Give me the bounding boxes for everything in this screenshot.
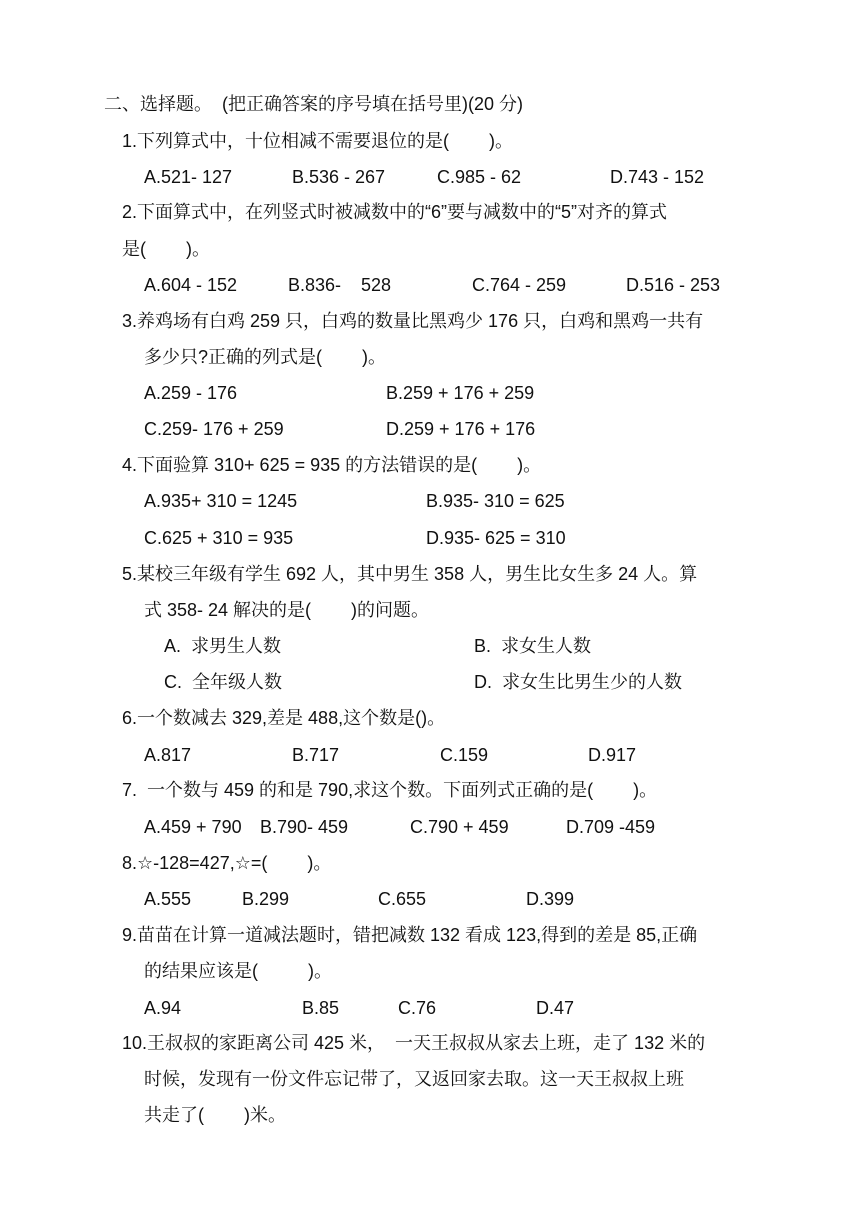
- option-d: D.47: [536, 998, 575, 1018]
- option-b: B.85: [302, 998, 340, 1018]
- question-text-continued: 的结果应该是( )。: [144, 961, 332, 981]
- section-title: 二、选择题。 (把正确答案的序号填在括号里)(20 分): [104, 94, 523, 114]
- option-b: B.536 - 267: [292, 167, 386, 187]
- option-b: B.717: [292, 745, 340, 765]
- option-d: D.516 - 253: [626, 275, 721, 295]
- option-d: D.709 -459: [566, 817, 656, 837]
- question-text: 2.下面算式中，在列竖式时被减数中的“6”要与减数中的“5”对齐的算式: [122, 202, 668, 222]
- option-a: A.604 - 152: [144, 275, 238, 295]
- option-d: D.917: [588, 745, 637, 765]
- question-text: 5.某校三年级有学生 692 人，其中男生 358 人，男生比女生多 24 人。算: [122, 564, 698, 584]
- question-text-continued: 多少只?正确的列式是( )。: [144, 347, 387, 367]
- question-text: 6.一个数减去 329,差是 488,这个数是()。: [122, 708, 446, 728]
- option-b: B.790- 459: [260, 817, 349, 837]
- option-c: C. 全年级人数: [164, 672, 283, 692]
- option-b: B.299: [242, 889, 290, 909]
- option-a: A.94: [144, 998, 182, 1018]
- option-c: C.76: [398, 998, 437, 1018]
- option-c: C.790 + 459: [410, 817, 509, 837]
- question-text-continued: 式 358- 24 解决的是( )的问题。: [144, 600, 430, 620]
- option-c: C.764 - 259: [472, 275, 567, 295]
- option-b: B.836- 528: [288, 275, 392, 295]
- option-a: A.935+ 310 = 1245: [144, 491, 298, 511]
- option-d: D.259 + 176 + 176: [386, 419, 536, 439]
- option-d: D.399: [526, 889, 575, 909]
- option-c: C.159: [440, 745, 489, 765]
- option-b: B.935- 310 = 625: [426, 491, 565, 511]
- question-text: 7. 一个数与 459 的和是 790,求这个数。下面列式正确的是( )。: [122, 780, 658, 800]
- question-text-continued: 时候，发现有一份文件忘记带了，又返回家去取。这一天王叔叔上班: [144, 1069, 684, 1089]
- option-c: C.985 - 62: [437, 167, 522, 187]
- option-c: C.259- 176 + 259: [144, 419, 284, 439]
- option-d: D. 求女生比男生少的人数: [474, 672, 683, 692]
- option-a: A.459 + 790: [144, 817, 242, 837]
- option-a: A.817: [144, 745, 192, 765]
- question-text: 8.☆-128=427,☆=( )。: [122, 853, 332, 873]
- question-text: 3.养鸡场有白鸡 259 只，白鸡的数量比黑鸡少 176 只，白鸡和黑鸡一共有: [122, 311, 704, 331]
- question-text: 9.苗苗在计算一道减法题时，错把减数 132 看成 123,得到的差是 85,正确: [122, 925, 698, 945]
- option-a: A.555: [144, 889, 192, 909]
- option-b: B.259 + 176 + 259: [386, 383, 535, 403]
- option-a: A.259 - 176: [144, 383, 238, 403]
- option-c: C.625 + 310 = 935: [144, 528, 294, 548]
- option-c: C.655: [378, 889, 427, 909]
- option-a: A. 求男生人数: [164, 636, 282, 656]
- question-text-continued: 是( )。: [122, 239, 210, 259]
- question-text: 10.王叔叔的家距离公司 425 米， 一天王叔叔从家去上班，走了 132 米的: [122, 1033, 706, 1053]
- question-text: 4.下面验算 310+ 625 = 935 的方法错误的是( )。: [122, 455, 542, 475]
- question-text-continued: 共走了( )米。: [144, 1105, 286, 1125]
- option-d: D.743 - 152: [610, 167, 705, 187]
- option-d: D.935- 625 = 310: [426, 528, 566, 548]
- option-a: A.521- 127: [144, 167, 233, 187]
- option-b: B. 求女生人数: [474, 636, 592, 656]
- question-text: 1.下列算式中，十位相减不需要退位的是( )。: [122, 131, 514, 151]
